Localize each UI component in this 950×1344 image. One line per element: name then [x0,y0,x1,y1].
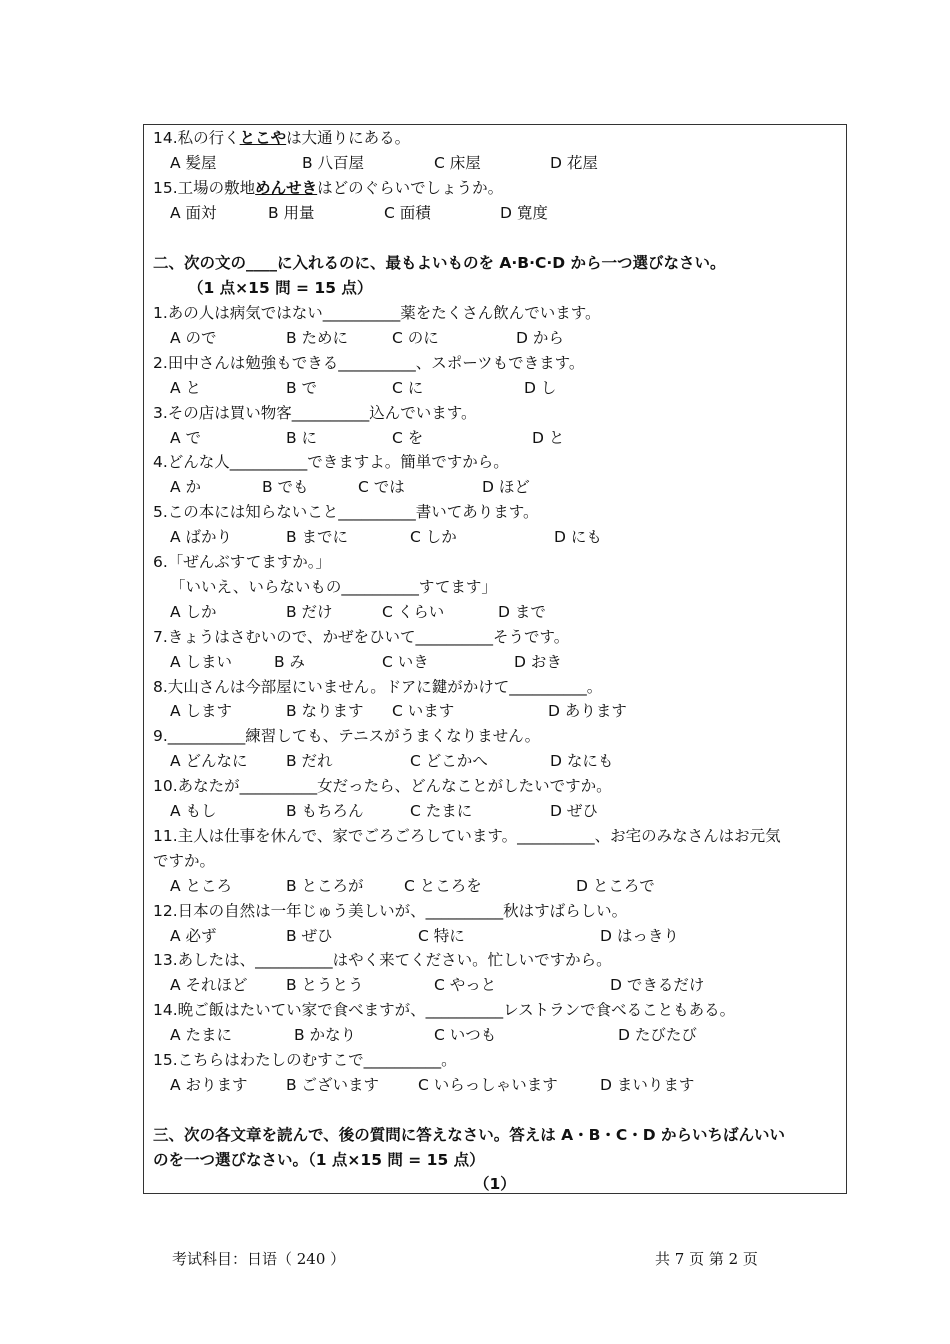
question-10-option-a: A もし [170,802,217,820]
question-3-option-c: C を [392,428,424,447]
section-3-heading-line1: 三、次の各文章を読んで、後の質問に答えなさい。答えは A・B・C・D からいちばんいい [153,1126,786,1144]
question-14-option-d: D たびたび [618,1026,697,1045]
question-14-vocab: 14.私の行くとこやは大通りにある。 [153,129,411,147]
question-5-option-c: C しか [410,528,457,547]
q14-vocab-option-b: B 八百屋 [302,154,365,172]
question-15-option-b: B ございます [286,1075,380,1094]
question-12-option-a: A 必ず [170,926,217,945]
question-7-option-a: A しまい [170,652,233,671]
question-11-text-cont: ですか。 [153,851,216,870]
question-1-option-b: B ために [286,328,349,347]
section-2-heading: 二、次の文の____に入れるのに、最もよいものを A·B·C·D から一つ選びなさい。 [153,254,726,272]
question-9-option-d: D なにも [550,752,614,771]
question-11-option-d: D ところで [576,876,655,895]
question-6-option-d: D まで [498,602,546,621]
question-15-option-c: C いらっしゃいます [418,1075,558,1094]
question-6-option-b: B だけ [286,602,333,621]
question-3-option-b: B に [286,428,318,447]
question-6-option-a: A しか [170,602,217,621]
question-4-option-b: B でも [262,478,309,497]
page-marker: （1） [474,1175,516,1193]
question-9-option-b: B だれ [286,752,333,771]
question-5-option-b: B までに [286,528,349,547]
q15-vocab-option-d: D 寛度 [500,204,548,222]
question-7-option-c: C いき [382,652,429,671]
question-10-text: 10.あなたが__________女だったら、どんなことがしたいですか。 [153,777,612,796]
q15-vocab-option-b: B 用量 [268,204,315,222]
footer-page-info: 共 7 页 第 2 页 [655,1250,758,1268]
question-4-option-d: D ほど [482,478,530,497]
question-13-option-b: B とうとう [286,976,364,995]
question-11-option-c: C ところを [404,876,482,895]
question-9-text: 9.__________練習しても、テニスがうまくなりません。 [153,727,541,746]
question-14-option-c: C いつも [434,1026,497,1045]
question-1-option-d: D から [516,328,564,347]
question-2-option-a: A と [170,378,202,397]
question-11-text: 11.主人は仕事を休んで、家でごろごろしています。__________、お宅のみなさんはお元気 [153,826,781,845]
question-13-text: 13.あしたは、__________はやく来てください。忙しいですから。 [153,951,612,970]
question-5-option-a: A ばかり [170,528,233,547]
question-2-option-d: D し [524,378,557,397]
question-8-text: 8.大山さんは今部屋にいません。ドアに鍵がかけて__________。 [153,677,603,696]
question-3-option-d: D と [532,428,565,447]
question-10-option-b: B もちろん [286,802,364,820]
question-15-option-d: D まいります [600,1075,695,1094]
question-8-option-c: C います [392,702,455,721]
question-3-option-a: A で [170,428,202,447]
question-10-option-c: C たまに [410,802,473,820]
question-7-option-b: B み [274,652,306,671]
question-7-text: 7.きょうはさむいので、かぜをひいて__________そうです。 [153,627,570,646]
question-5-text: 5.この本には知らないこと__________書いてあります。 [153,503,539,522]
question-7-option-d: D おき [514,652,562,671]
question-1-option-a: A ので [170,328,217,347]
question-6-text-cont: 「いいえ、いらないもの__________すてます」 [170,577,497,596]
question-12-text: 12.日本の自然は一年じゅう美しいが、__________秋はすばらしい。 [153,901,628,920]
question-11-option-b: B ところが [286,876,364,895]
question-14-option-b: B かなり [294,1026,357,1045]
q15-vocab-option-c: C 面積 [384,204,431,222]
question-13-option-d: D できるだけ [610,976,705,995]
question-6-option-c: C くらい [382,602,445,621]
question-15-vocab: 15.工場の敷地めんせきはどのぐらいでしょうか。 [153,179,504,197]
question-9-option-c: C どこかへ [410,752,488,771]
section-2-score: （1 点×15 問 = 15 点） [188,279,373,297]
question-6-text: 6.「ぜんぶすてますか。」 [153,553,332,571]
q14-vocab-option-a: A 髪屋 [170,154,217,172]
question-5-option-d: D にも [554,528,602,547]
question-11-option-a: A ところ [170,876,233,895]
question-4-option-a: A か [170,478,202,497]
q15-vocab-option-a: A 面対 [170,204,217,222]
question-12-option-c: C 特に [418,926,465,945]
question-4-text: 4.どんな人__________できますよ。簡単ですから。 [153,453,509,472]
question-13-option-a: A それほど [170,976,248,995]
question-14-option-a: A たまに [170,1026,233,1045]
question-12-option-d: D はっきり [600,926,679,945]
question-2-option-c: C に [392,378,424,397]
question-8-option-d: D あります [548,702,627,721]
question-14-text: 14.晩ご飯はたいてい家で食べますが、__________レストランで食べることもある。 [153,1001,736,1020]
footer-subject: 考试科目：日语（ 240 ） [172,1250,346,1268]
question-1-option-c: C のに [392,328,439,347]
question-8-option-a: A します [170,702,233,721]
question-2-option-b: B で [286,378,318,397]
q14-vocab-option-d: D 花屋 [550,154,598,172]
question-9-option-a: A どんなに [170,752,248,771]
question-13-option-c: C やっと [434,976,497,995]
section-3-heading-line2: のを一つ選びなさい。（1 点×15 問 = 15 点） [153,1151,485,1169]
question-1-text: 1.あの人は病気ではない__________薬をたくさん飲んでいます。 [153,304,601,322]
question-4-option-c: C では [358,478,405,497]
question-15-text: 15.こちらはわたしのむすこで__________。 [153,1051,457,1069]
question-12-option-b: B ぜひ [286,926,333,945]
question-3-text: 3.その店は買い物客__________込んでいます。 [153,403,477,422]
question-2-text: 2.田中さんは勉強もできる__________、スポーツもできます。 [153,353,585,372]
question-8-option-b: B なります [286,702,364,721]
question-15-option-a: A おります [170,1075,248,1094]
q14-vocab-option-c: C 床屋 [434,154,481,172]
question-10-option-d: D ぜひ [550,802,598,820]
